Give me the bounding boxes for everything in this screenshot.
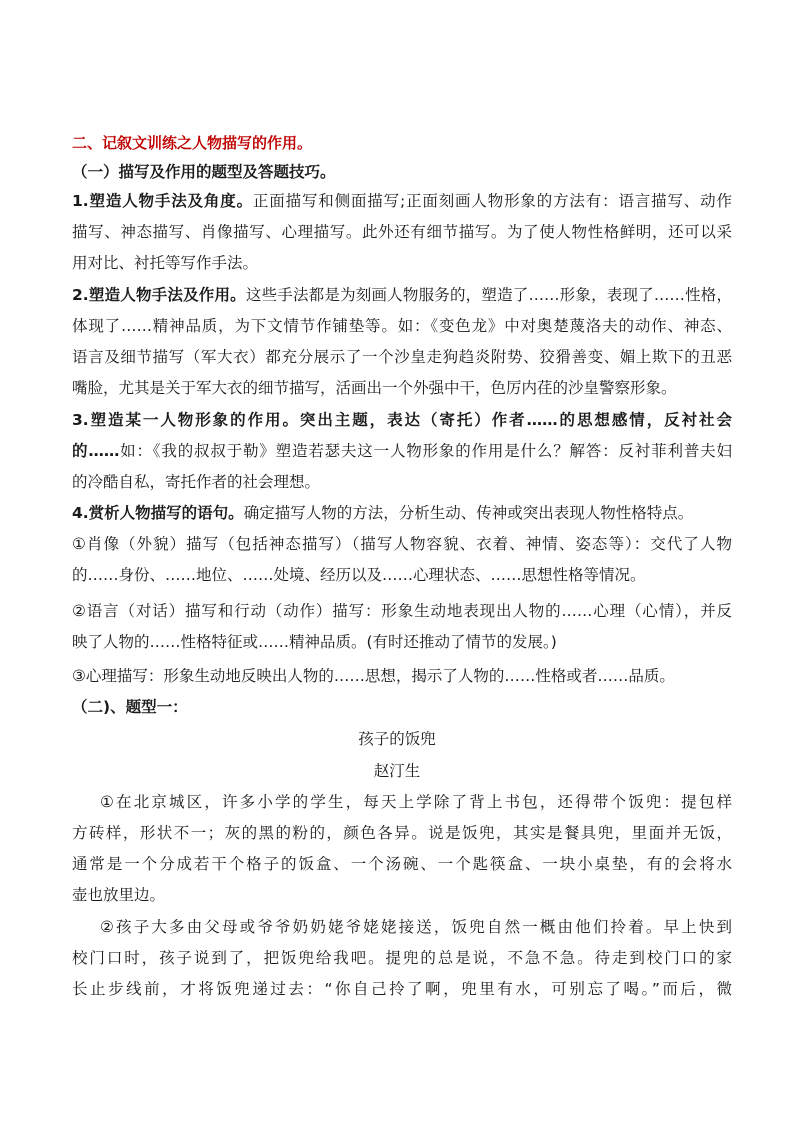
item-1-text: 正面描写和侧面描写;正面刻画人物形象的方法有：语言描写、动作 [252,192,732,210]
item-4-heading: 4.赏析人物描写的语句。 [72,504,244,522]
article-title: 孩子的饭兜 [358,730,436,748]
item-3-text: 如：《我的叔叔于勒》塑造若瑟夫这一人物形象的作用是什么？解答：反衬菲利普夫妇 [119,442,732,460]
article-para-1-line-4: 壶也放里边。 [72,886,166,904]
point-1-line-2: 的……身份、……地位、……处境、经历以及……心理状态、……思想性格等情况。 [72,566,646,584]
point-3-line-1: ③心理描写：形象生动地反映出人物的……思想，揭示了人物的……性格或者……品质。 [72,667,675,685]
item-2-text: 这些手法都是为刻画人物服务的，塑造了……形象，表现了……性格， [245,286,732,304]
point-1-line-1: ①肖像（外貌）描写（包括神态描写）（描写人物容貌、衣着、神情、姿态等）：交代了人物 [72,535,732,553]
item-4-text: 确定描写人物的方法，分析生动、传神或突出表现人物性格特点。 [243,504,694,522]
item-1-line-3: 用对比、衬托等写作手法。 [72,254,259,272]
item-2-line-4: 嘴脸，尤其是关于军大衣的细节描写，活画出一个外强中干，色厉内荏的沙皇警察形象。 [72,379,677,397]
item-1-line-2: 描写、神态描写、肖像描写、心理描写。此外还有细节描写。为了使人物性格鲜明，还可以采 [72,223,732,241]
item-3-line-1: 3.塑造某一人物形象的作用。突出主题，表达（寄托）作者……的思想感情，反衬社会 [72,411,732,429]
item-4-line-1 [72,503,732,523]
item-1-heading: 1.塑造人物手法及角度。 [72,192,253,210]
article-para-2-line-2: 校门口时，孩子说到了，把饭兜给我吧。提兜的总是说，不急不急。待走到校门口的家 [72,949,732,967]
article-para-2-line-3: 长止步线前，才将饭兜递过去：“你自己拎了啊，兜里有水，可别忘了喝。”而后，微 [72,980,732,998]
article-para-1-line-3: 通常是一个分成若干个格子的饭盒、一个汤碗、一个匙筷盒、一块小桌垫，有的会将水 [72,855,732,873]
item-2-line-2: 体现了……精神品质，为下文情节作铺垫等。如：《变色龙》中对奥楚蔑洛夫的动作、神态、 [72,317,732,335]
section-title: 二、记叙文训练之人物描写的作用。 [72,134,313,152]
subsection-title-1: （一）描写及作用的题型及答题技巧。 [72,163,336,181]
item-3-line-3: 的冷酷自私，寄托作者的社会理想。 [72,473,321,491]
article-para-1-line-1: ①在北京城区，许多小学的学生，每天上学除了背上书包，还得带个饭兜：提包样 [100,793,732,811]
article-author: 赵汀生 [373,762,421,780]
item-2-heading: 2.塑造人物手法及作用。 [72,286,246,304]
point-2-line-1: ②语言（对话）描写和行动（动作）描写：形象生动地表现出人物的……心理（心情），并反 [72,602,732,620]
item-1-line-1 [72,191,732,211]
item-2-line-1 [72,285,732,305]
item-3-head-tail: 的…… [72,442,120,460]
article-para-1-line-2: 方砖样，形状不一；灰的黑的粉的，颜色各异。说是饭兜，其实是餐具兜，里面并无饭， [72,824,732,842]
item-3-line-2 [72,441,732,461]
point-2-line-2: 映了人物的……性格特征或……精神品质。(有时还推动了情节的发展。) [72,633,557,651]
subsection-title-2: （二)、题型一： [72,698,188,716]
item-2-line-3: 语言及细节描写（军大衣）都充分展示了一个沙皇走狗趋炎附势、狡猾善变、媚上欺下的丑恶 [72,348,732,366]
article-para-2-line-1: ②孩子大多由父母或爷爷奶奶姥爷姥姥接送，饭兜自然一概由他们拎着。早上快到 [100,918,732,936]
